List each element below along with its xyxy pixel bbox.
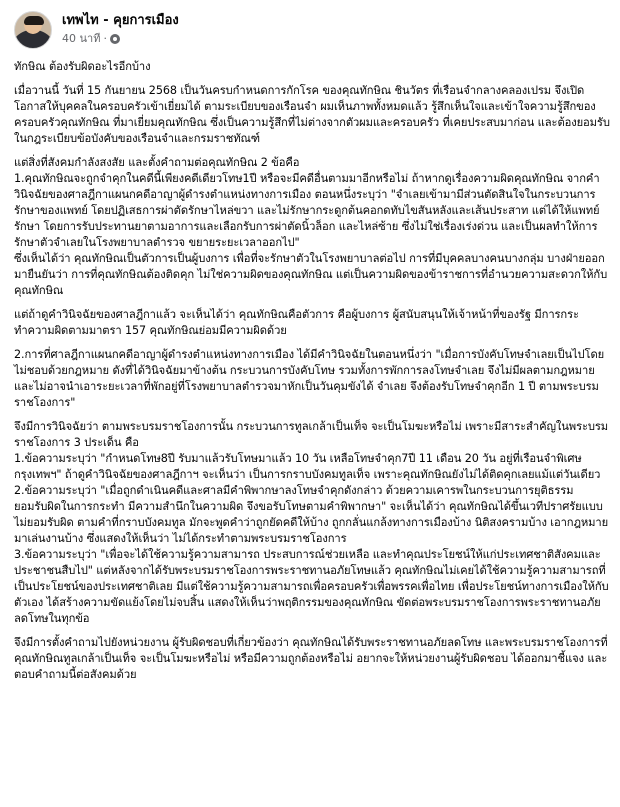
post-header xyxy=(0,0,620,53)
post-paragraph: แต่สิ่งที่สังคมกำลังสงสัย และตั้งคำถามต่อคุณทักษิณ 2 ข้อคือ 1.คุณทักษิณจะถูกจำคุกในคดีนี้เพียงคดีเดียวโทษ1ปี หรือจะมีคดีอื่นตามมาอีกหรือไม่ ถ้าหากดูเรื่องความผิดคุณทักษิณ จากคำวินิจฉัยของศาลฎีกาแผนกคดีอาญาผู้ดำรงตำแหน่งทางการเมือง ตอนหนึ่งระบุว่า "จำเลยเข้ามามีส่วนตัดสินใจในกระบวนการรักษาของแพทย์ โดยปฏิเสธการผ่าตัดรักษาไหล่ขวา และไม่รักษากระดูกต้นคอกดทับไขสันหลังและเส้นประสาท แต่ได้ให้แพทย์รักษา โดยการรับประทานยาตามอาการและเลือกรับการผ่าตัดนิ้วล็อก และไหล่ซ้าย ซึ่งไม่ใช่เรื่องเร่งด่วน และเป็นผลทำให้การรักษาตัวจำเลยในโรงพยาบาลตำรวจ ขยายระยะเวลาออกไป" ซึ่งเห็นได้ว่า คุณทักษิณเป็นตัวการเป็นผู้บงการ เพื่อที่จะรักษาตัวในโรงพยาบาลต่อไป การที่มีบุคคลบางคนบางกลุ่ม บางฝ่ายออกมายืนยันว่า การที่คุณทักษิณต้องติดคุก ไม่ใช่ความผิดของคุณทักษิณ แต่เป็นความผิดของข้าราชการที่อำนวยความสะดวกให้กับคุณทักษิณ xyxy=(14,156,608,297)
post-paragraph: 2.การที่ศาลฎีกาแผนกคดีอาญาผู้ดำรงตำแหน่งทางการเมือง ได้มีคำวินิจฉัยในตอนหนึ่งว่า "เมื่อการบังคับโทษจำเลยเป็นไปโดยไม่ชอบด้วยกฎหมาย ดังที่ได้วินิจฉัยมาข้างต้น กระบวนการบังคับโทษ รวมทั้งการพักการลงโทษจำเลย จึงไม่มีผลตามกฎหมาย และไม่อาจนำเอาระยะเวลาที่พักอยู่ที่โรงพยาบาลตำรวจมาหักเป็นวันคุมขังได้ จำเลย จึงต้องรับโทษจำคุกอีก 1 ปี ตามพระบรมราชโองการ" xyxy=(14,348,605,409)
separator-dot: · xyxy=(103,32,107,45)
post-subline xyxy=(62,31,179,46)
author-name[interactable]: เทพไท - คุยการเมือง xyxy=(62,13,179,28)
post-paragraph: เมื่อวานนี้ วันที่ 15 กันยายน 2568 เป็นวันครบกำหนดการกักโรค ของคุณทักษิณ ชินวัตร ที่เรือนจำกลางคลองเปรม จึงเปิดโอกาสให้บุคคลในครอบครัวเข้าเยี่ยมได้ ตามระเบียบของเรือนจำ ผมเห็นภาพทั้งหมดแล้ว รู้สึกเห็นใจและเข้าใจความรู้สึกของครอบครัวคุณทักษิณ ที่มาเยี่ยมคุณทักษิณ ซึ่งเป็นความรู้สึกที่ไม่ต่างจากตัวผมและครอบครัว ที่เคยประสบมาก่อน และต้องยอมรับในกฎระเบียบข้อบังคับของเรือนจำและกรมราชทัณฑ์ xyxy=(14,84,610,145)
post-body xyxy=(14,59,610,683)
post-paragraph: จึงมีการวินิจฉัยว่า ตามพระบรมราชโองการนั้น กระบวนการทูลเกล้าเป็นเท็จ จะเป็นโมฆะหรือไม่ เพราะมีสาระสำคัญในพระบรมราชโองการ 3 ประเด็น คือ 1.ข้อความระบุว่า "กำหนดโทษ8ปี รับมาแล้วรับโทษมาแล้ว 10 วัน เหลือโทษจำคุก7ปี 11 เดือน 20 วัน อยู่ที่เรือนจำพิเศษกรุงเทพฯ" ถ้าดูคำวินิจฉัยของศาลฎีกาฯ จะเห็นว่า เป็นการกราบบังคมทูลเท็จ เพราะคุณทักษิณยังไม่ได้ติดคุกเลยแม้แต่วันเดียว 2.ข้อความระบุว่า "เมื่อถูกดำเนินคดีและศาลมีคำพิพากษาลงโทษจำคุกดังกล่าว ด้วยความเคารพในกระบวนการยุติธรรม ยอมรับผิดในการกระทำ มีความสำนึกในความผิด จึงขอรับโทษตามคำพิพากษา" จะเห็นได้ว่า คุณทักษิณได้ขึ้นเวทีปราศรัยแบบไม่ยอมรับผิด ตามคำที่กราบบังคมทูล มักจะพูดคำว่าถูกยัดคดีให้บ้าง ถูกกลั่นแกล้งทางการเมืองบ้าง นิติสงครามบ้าง เอากฎหมายมาเล่นงานบ้าง ซึ่งแสดงให้เห็นว่า ไม่ได้กระทำตามพระบรมราชโองการ 3.ข้อความระบุว่า "เพื่อจะได้ใช้ความรู้ความสามารถ ประสบการณ์ช่วยเหลือ และทำคุณประโยชน์ให้แก่ประเทศชาติสังคมและประชาชนสืบไป" แต่หลังจากได้รับพระบรมราชโองการพระราชทานอภัยโทษแล้ว คุณทักษิณไม่เคยได้ใช้ความรู้ความสามารถที่เป็นประโยชน์ของประเทศชาติเลย มีแต่ใช้ความรู้ความสามารถเพื่อครอบครัวเพื่อพรรคเพื่อไทย เพื่อประโยชน์ทางการเมืองให้กับตัวเอง ได้สร้างความขัดแย้งโดยไม่จบสิ้น แสดงให้เห็นว่าพฤติกรรมของคุณทักษิณ ขัดต่อพระบรมราชโองการพระราชทานอภัยลดโทษในทุกข้อ xyxy=(14,420,609,625)
post-paragraph: แต่ถ้าดูคำวินิจฉัยของศาลฎีกาแล้ว จะเห็นได้ว่า คุณทักษิณคือตัวการ คือผู้บงการ ผู้สนับสนุนให้เจ้าหน้าที่ของรัฐ มีการกระทำความผิดตามมาตรา 157 คุณทักษิณย่อมมีความผิดด้วย xyxy=(14,308,579,337)
post-paragraph: จึงมีการตั้งคำถามไปยังหน่วยงาน ผู้รับผิดชอบที่เกี่ยวข้องว่า คุณทักษิณได้รับพระราชทานอภัยลดโทษ และพระบรมราชโองการที่คุณทักษิณทูลเกล้าเป็นเท็จ จะเป็นโมฆะหรือไม่ หรือมีความถูกต้องหรือไม่ อยากจะให้หน่วยงานผู้รับผิดชอบ ได้ออกมาชี้แจง และตอบคำถามนี้ต่อสังคมด้วย xyxy=(14,636,608,681)
post-paragraph: ทักษิณ ต้องรับผิดอะไรอีกบ้าง xyxy=(14,60,151,73)
globe-icon[interactable] xyxy=(110,34,120,44)
post-timestamp[interactable]: 40 นาที xyxy=(62,32,101,45)
post-meta xyxy=(62,11,179,46)
author-avatar[interactable] xyxy=(14,11,52,49)
